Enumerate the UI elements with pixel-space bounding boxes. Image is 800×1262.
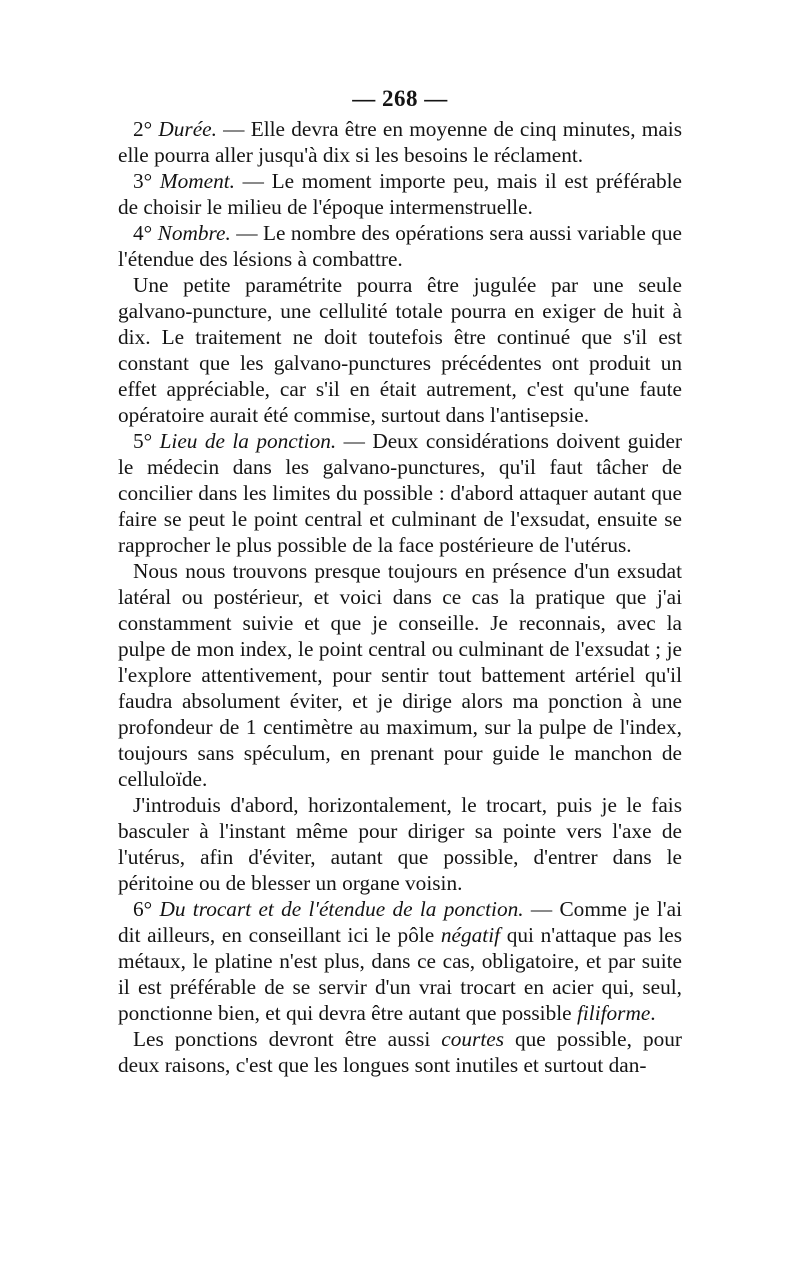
body-text xyxy=(118,116,682,1078)
section-heading-duree: Durée. xyxy=(158,117,217,141)
paragraph-trocart xyxy=(118,896,682,1026)
section-heading-nombre: Nombre. xyxy=(157,221,231,245)
emphasis-courtes: courtes xyxy=(441,1027,504,1051)
paragraph-text: — Deux considérations doivent guider le médecin dans les galvano-punctures, qu'il faut tâcher de concilier dans les limites du possible : d'abord attaquer autant que faire se peut le point central et culminant de l'exsudat, ensuite se rapprocher le plus possible de la face postérieure de l'utérus. xyxy=(118,429,682,557)
emphasis-filiforme: filiforme xyxy=(576,1001,651,1025)
emphasis-negatif: négatif xyxy=(440,923,501,947)
paragraph-paramétrite xyxy=(118,272,682,428)
paragraph-text: Une petite paramétrite pourra être jugulée par une seule galvano-puncture, une cellulité totale pourra en exiger de huit à dix. Le traitement ne doit toutefois être continué que s'il est constant que les galvano-punctures précédentes ont produit un effet appréciable, car s'il en était autrement, c'est qu'une faute opératoire aurait été commise, surtout dans l'antisepsie. xyxy=(118,273,682,427)
item-number: 6° xyxy=(133,897,160,921)
paragraph-lieu xyxy=(118,428,682,558)
page-number: — 268 — xyxy=(352,86,448,111)
paragraph-ponctions xyxy=(118,1026,682,1078)
paragraph-text: — Le nombre des opérations sera aussi variable que l'étendue des lésions à combattre. xyxy=(118,221,682,271)
paragraph-exsudat xyxy=(118,558,682,792)
item-number: 4° xyxy=(133,221,158,245)
paragraph-text: qui n'attaque pas les métaux, le platine n'est plus, dans ce cas, obligatoire, et par suite il est préférable de se servir d'un vrai trocart en acier qui, seul, ponctionne bien, et qui devra être autant que possible xyxy=(118,923,682,1025)
item-number: 2° xyxy=(133,117,159,141)
paragraph-text: Les ponctions devront être aussi xyxy=(133,1027,442,1051)
paragraph-trocart-intro xyxy=(118,792,682,896)
paragraph-moment xyxy=(118,168,682,220)
paragraph-text: — Comme je l'ai dit ailleurs, en conseillant ici le pôle xyxy=(118,897,682,947)
paragraph-text: — Elle devra être en moyenne de cinq minutes, mais elle pourra aller jusqu'à dix si les besoins le réclament. xyxy=(118,117,682,167)
section-heading-lieu: Lieu de la ponction. xyxy=(159,429,337,453)
paragraph-text: . xyxy=(650,1001,656,1025)
paragraph-text: J'introduis d'abord, horizontalement, le trocart, puis je le fais basculer à l'instant même pour diriger sa pointe vers l'axe de l'utérus, afin d'éviter, autant que possible, d'entrer dans le péritoine ou de blesser un organe voisin. xyxy=(118,793,682,895)
paragraph-text: que possible, pour deux raisons, c'est que les longues sont inutiles et surtout dan- xyxy=(118,1027,682,1077)
item-number: 5° xyxy=(133,429,160,453)
section-heading-trocart: Du trocart et de l'étendue de la ponction. xyxy=(159,897,524,921)
paragraph-text: — Le moment importe peu, mais il est préférable de choisir le milieu de l'époque intermenstruelle. xyxy=(118,169,682,219)
item-number: 3° xyxy=(133,169,160,193)
paragraph-duree xyxy=(118,116,682,168)
paragraph-nombre xyxy=(118,220,682,272)
section-heading-moment: Moment. xyxy=(159,169,235,193)
paragraph-text: Nous nous trouvons presque toujours en présence d'un exsudat latéral ou postérieur, et voici dans ce cas la pratique que j'ai constamment suivie et que je conseille. Je reconnais, avec la pulpe de mon index, le point central ou culminant de l'exsudat ; je l'explore attentivement, pour sentir tout battement artériel qu'il faudra absolument éviter, et je dirige alors ma ponction à une profondeur de 1 centimètre au maximum, sur la pulpe de l'index, toujours sans spéculum, en prenant pour guide le manchon de celluloïde. xyxy=(118,559,682,791)
